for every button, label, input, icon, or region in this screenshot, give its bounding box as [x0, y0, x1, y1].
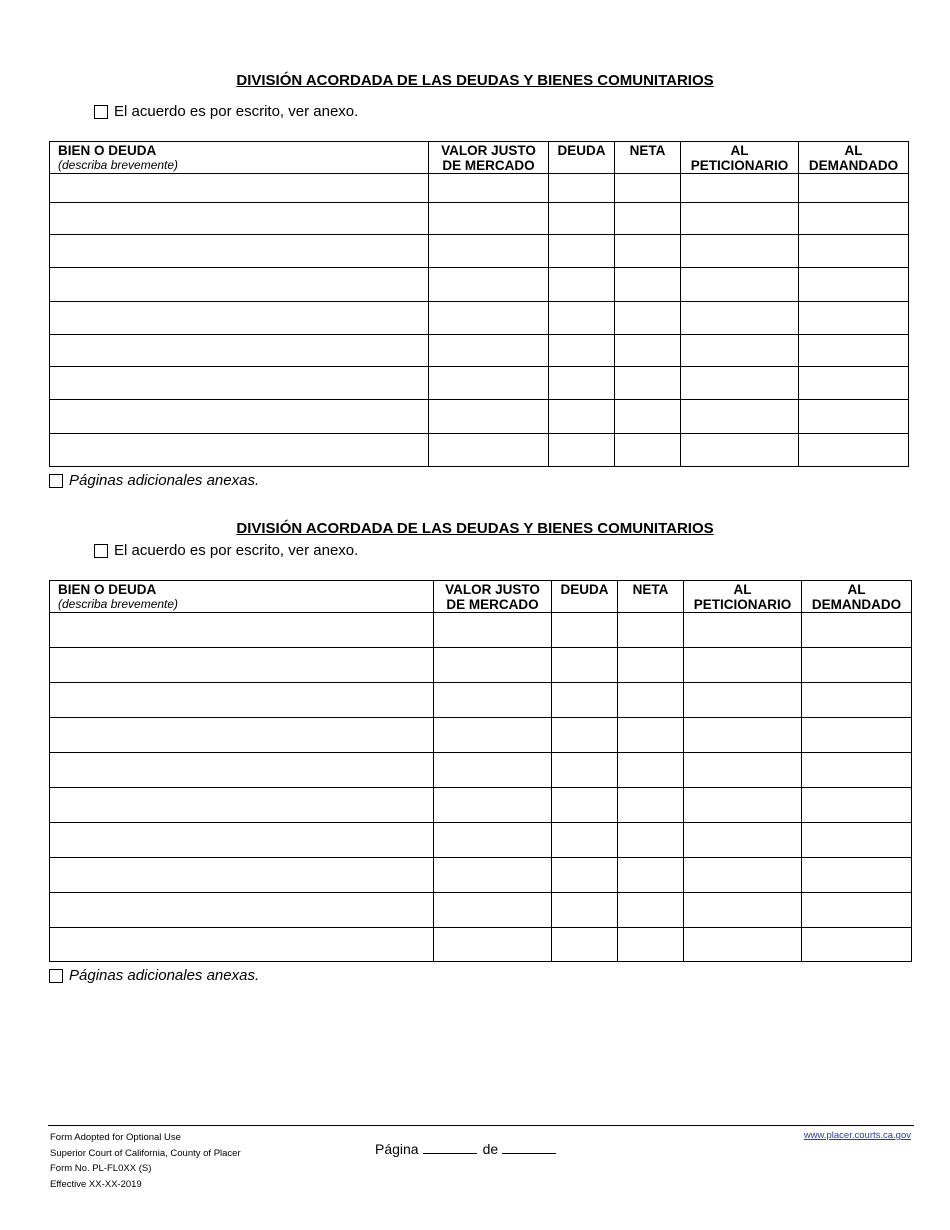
table-cell[interactable] [802, 823, 912, 858]
table-cell[interactable] [802, 753, 912, 788]
page-number [375, 1141, 562, 1157]
additional-pages-checkbox[interactable] [49, 969, 63, 983]
table-cell[interactable] [434, 683, 552, 718]
table-row [50, 648, 912, 683]
table-cell[interactable] [684, 683, 802, 718]
table-cell[interactable] [50, 683, 434, 718]
column-header-fair-market-value: VALOR JUSTO DE MERCADO [429, 142, 549, 174]
column-header-to-respondent: AL DEMANDADO [802, 581, 912, 613]
section-2-written-agreement [94, 542, 358, 559]
table-cell[interactable] [615, 203, 681, 235]
table-row [50, 235, 909, 268]
table-cell[interactable] [615, 235, 681, 268]
table-cell[interactable] [50, 648, 434, 683]
table-cell[interactable] [429, 400, 549, 434]
table-cell[interactable] [799, 367, 909, 400]
table-cell[interactable] [799, 268, 909, 302]
table-cell[interactable] [684, 613, 802, 648]
table-cell[interactable] [684, 753, 802, 788]
court-website-link[interactable]: www.placer.courts.ca.gov [803, 1130, 911, 1141]
form-adopted-text: Form Adopted for Optional Use [50, 1132, 181, 1143]
table-cell[interactable] [549, 367, 615, 400]
table-cell[interactable] [684, 718, 802, 753]
table-cell[interactable] [549, 203, 615, 235]
table-cell[interactable] [615, 268, 681, 302]
footer-divider [48, 1125, 914, 1126]
table-cell[interactable] [429, 335, 549, 367]
table-row [50, 335, 909, 367]
table-row [50, 823, 912, 858]
column-header-fair-market-value: VALOR JUSTO DE MERCADO [434, 581, 552, 613]
table-row [50, 788, 912, 823]
table-cell[interactable] [549, 434, 615, 467]
table-cell[interactable] [50, 400, 429, 434]
table-cell[interactable] [549, 302, 615, 335]
table-cell[interactable] [549, 335, 615, 367]
table-cell[interactable] [434, 823, 552, 858]
table-cell[interactable] [50, 335, 429, 367]
of-label: de [482, 1141, 499, 1157]
table-cell[interactable] [549, 174, 615, 203]
table-row [50, 203, 909, 235]
table-cell[interactable] [802, 893, 912, 928]
table-cell[interactable] [799, 203, 909, 235]
table-cell[interactable] [434, 613, 552, 648]
table-cell[interactable] [549, 268, 615, 302]
table-cell[interactable] [681, 434, 799, 467]
table-cell[interactable] [434, 928, 552, 962]
table-cell[interactable] [50, 367, 429, 400]
table-cell[interactable] [681, 335, 799, 367]
table-row [50, 434, 909, 467]
table-cell[interactable] [552, 718, 618, 753]
section-1-table [49, 141, 909, 467]
table-cell[interactable] [684, 648, 802, 683]
table-cell[interactable] [618, 858, 684, 893]
written-agreement-checkbox[interactable] [94, 105, 108, 119]
table-cell[interactable] [552, 928, 618, 962]
table-cell[interactable] [549, 235, 615, 268]
table-row [50, 718, 912, 753]
table-cell[interactable] [429, 235, 549, 268]
table-row [50, 367, 909, 400]
table-cell[interactable] [802, 648, 912, 683]
table-cell[interactable] [802, 718, 912, 753]
page-number-field[interactable] [423, 1152, 477, 1154]
table-cell[interactable] [799, 400, 909, 434]
form-number-text: Form No. PL-FL0XX (S) [50, 1163, 152, 1174]
table-cell[interactable] [681, 235, 799, 268]
table-cell[interactable] [552, 683, 618, 718]
table-cell[interactable] [552, 648, 618, 683]
table-cell[interactable] [50, 302, 429, 335]
table-cell[interactable] [50, 613, 434, 648]
table-cell[interactable] [618, 823, 684, 858]
table-cell[interactable] [615, 434, 681, 467]
written-agreement-label: El acuerdo es por escrito, ver anexo. [114, 542, 359, 559]
table-cell[interactable] [50, 203, 429, 235]
table-cell[interactable] [615, 367, 681, 400]
page-total-field[interactable] [502, 1152, 556, 1154]
table-cell[interactable] [434, 893, 552, 928]
table-row [50, 613, 912, 648]
page-label: Página [375, 1141, 419, 1157]
table-cell[interactable] [684, 858, 802, 893]
table-cell[interactable] [799, 302, 909, 335]
table-row [50, 174, 909, 203]
table-cell[interactable] [799, 335, 909, 367]
table-cell[interactable] [50, 718, 434, 753]
table-row [50, 893, 912, 928]
additional-pages-label: Páginas adicionales anexas. [69, 472, 260, 489]
table-cell[interactable] [552, 613, 618, 648]
table-row [50, 858, 912, 893]
section-2-additional-pages [49, 967, 259, 984]
table-cell[interactable] [552, 788, 618, 823]
table-row [50, 302, 909, 335]
column-header-net: NETA [615, 142, 681, 174]
table-row [50, 400, 909, 434]
table-cell[interactable] [618, 648, 684, 683]
table-cell[interactable] [684, 788, 802, 823]
table-cell[interactable] [618, 928, 684, 962]
table-cell[interactable] [799, 434, 909, 467]
table-cell[interactable] [429, 174, 549, 203]
table-cell[interactable] [434, 858, 552, 893]
table-cell[interactable] [681, 268, 799, 302]
table-cell[interactable] [429, 367, 549, 400]
section-2-title: DIVISIÓN ACORDADA DE LAS DEUDAS Y BIENES COMUNITARIOS [236, 520, 714, 537]
table-cell[interactable] [552, 823, 618, 858]
table-cell[interactable] [681, 203, 799, 235]
table-cell[interactable] [618, 753, 684, 788]
table-cell[interactable] [684, 823, 802, 858]
table-cell[interactable] [799, 235, 909, 268]
table-cell[interactable] [681, 174, 799, 203]
section-2-table [49, 580, 912, 962]
table-cell[interactable] [50, 174, 429, 203]
table-cell[interactable] [615, 400, 681, 434]
table-cell[interactable] [681, 302, 799, 335]
section-1-additional-pages [49, 472, 259, 489]
table-cell[interactable] [618, 788, 684, 823]
table-cell[interactable] [50, 268, 429, 302]
table-row [50, 268, 909, 302]
column-header-property: BIEN O DEUDA (describa brevemente) [50, 581, 434, 613]
table-cell[interactable] [681, 367, 799, 400]
additional-pages-label: Páginas adicionales anexas. [69, 967, 260, 984]
written-agreement-checkbox[interactable] [94, 544, 108, 558]
additional-pages-checkbox[interactable] [49, 474, 63, 488]
table-cell[interactable] [799, 174, 909, 203]
table-cell[interactable] [50, 434, 429, 467]
table-cell[interactable] [429, 203, 549, 235]
table-cell[interactable] [50, 235, 429, 268]
form-info [50, 1130, 241, 1192]
column-header-property: BIEN O DEUDA (describa brevemente) [50, 142, 429, 174]
table-cell[interactable] [618, 683, 684, 718]
table-cell[interactable] [618, 718, 684, 753]
table-cell[interactable] [802, 928, 912, 962]
column-header-to-petitioner: AL PETICIONARIO [684, 581, 802, 613]
table-cell[interactable] [615, 302, 681, 335]
table-cell[interactable] [802, 683, 912, 718]
column-header-to-respondent: AL DEMANDADO [799, 142, 909, 174]
table-cell[interactable] [429, 302, 549, 335]
written-agreement-label: El acuerdo es por escrito, ver anexo. [114, 103, 359, 120]
table-cell[interactable] [681, 400, 799, 434]
section-1-title: DIVISIÓN ACORDADA DE LAS DEUDAS Y BIENES COMUNITARIOS [236, 72, 714, 89]
table-cell[interactable] [434, 718, 552, 753]
table-cell[interactable] [552, 893, 618, 928]
table-cell[interactable] [434, 753, 552, 788]
column-header-debt: DEUDA [549, 142, 615, 174]
table-cell[interactable] [50, 753, 434, 788]
table-cell[interactable] [50, 823, 434, 858]
table-cell[interactable] [684, 893, 802, 928]
table-cell[interactable] [429, 434, 549, 467]
table-row [50, 683, 912, 718]
table-cell[interactable] [802, 788, 912, 823]
table-cell[interactable] [50, 788, 434, 823]
table-cell[interactable] [434, 648, 552, 683]
table-cell[interactable] [549, 400, 615, 434]
table-cell[interactable] [434, 788, 552, 823]
table-cell[interactable] [615, 335, 681, 367]
table-cell[interactable] [618, 893, 684, 928]
table-cell[interactable] [615, 174, 681, 203]
court-name-text: Superior Court of California, County of Placer [50, 1147, 241, 1159]
table-cell[interactable] [802, 613, 912, 648]
table-row [50, 753, 912, 788]
table-cell[interactable] [618, 613, 684, 648]
table-cell[interactable] [552, 753, 618, 788]
table-cell[interactable] [552, 858, 618, 893]
table-cell[interactable] [50, 893, 434, 928]
column-header-net: NETA [618, 581, 684, 613]
table-cell[interactable] [429, 268, 549, 302]
table-cell[interactable] [50, 858, 434, 893]
effective-date-text: Effective XX-XX-2019 [50, 1178, 142, 1190]
table-cell[interactable] [50, 928, 434, 962]
table-row [50, 928, 912, 962]
column-header-to-petitioner: AL PETICIONARIO [681, 142, 799, 174]
section-1-written-agreement [94, 103, 358, 120]
table-cell[interactable] [684, 928, 802, 962]
column-header-debt: DEUDA [552, 581, 618, 613]
table-cell[interactable] [802, 858, 912, 893]
